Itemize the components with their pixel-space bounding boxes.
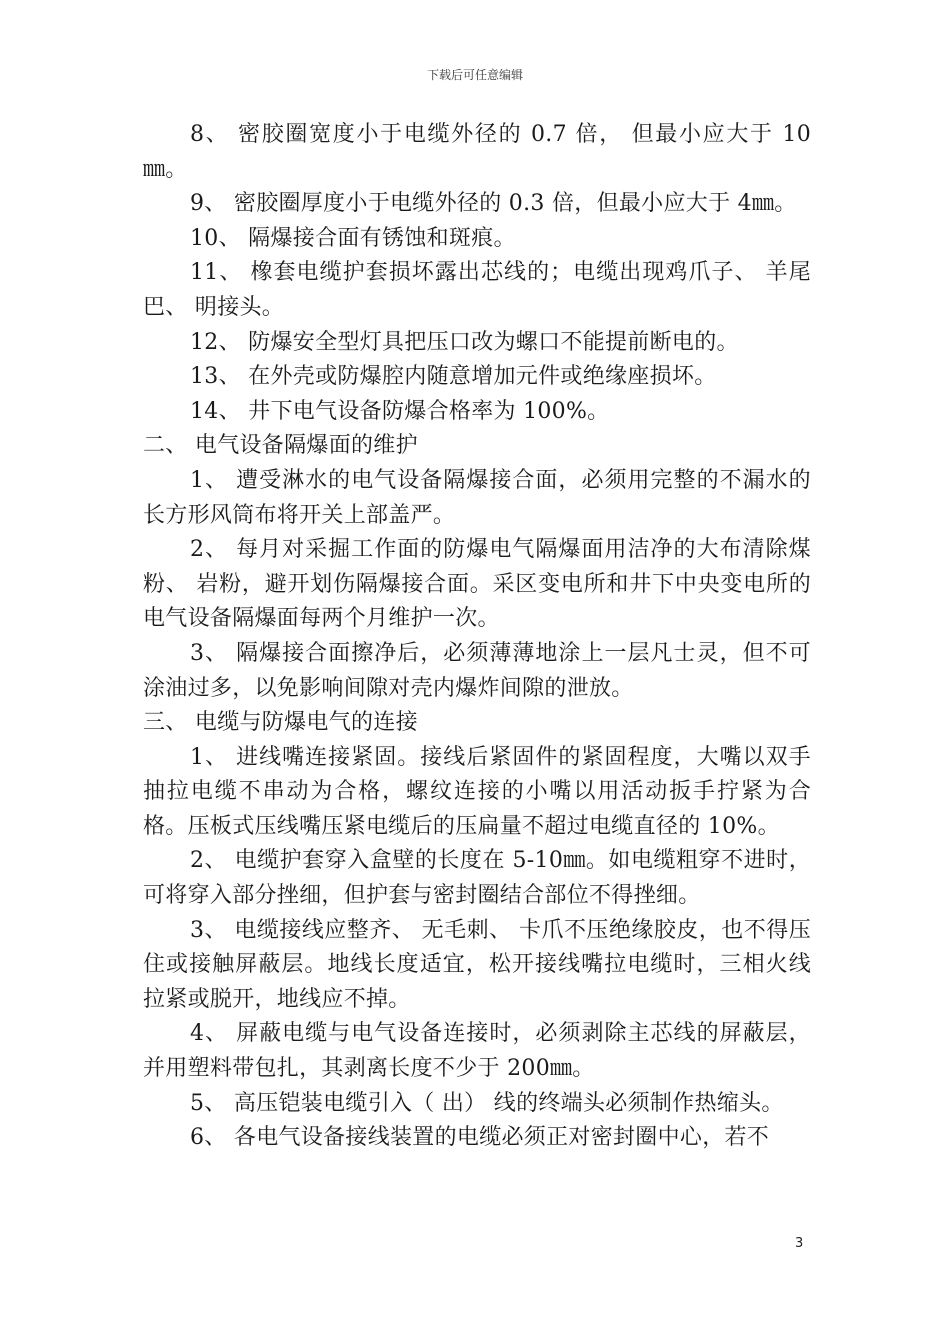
paragraph-item-10: 10、 隔爆接合面有锈蚀和斑痕。	[190, 225, 516, 251]
document-body	[143, 118, 811, 1156]
paragraph-item-8: 8、 密胶圈宽度小于电缆外径的 0.7 倍， 但最小应大于 10㎜。	[143, 122, 811, 182]
paragraph-s2-item-2: 2、 每月对采掘工作面的防爆电气隔爆面用洁净的大布清除煤粉、 岩粉，避开划伤隔爆接合面。采区变电所和井下中央变电所的电气设备隔爆面每两个月维护一次。	[143, 537, 811, 632]
paragraph-s2-item-1: 1、 遭受淋水的电气设备隔爆接合面，必须用完整的不漏水的长方形风筒布将开关上部盖严。	[143, 467, 811, 528]
paragraph-item-11: 11、 橡套电缆护套损坏露出芯线的；电缆出现鸡爪子、 羊尾巴、 明接头。	[143, 260, 811, 320]
paragraph-item-9: 9、 密胶圈厚度小于电缆外径的 0.3 倍，但最小应大于 4㎜。	[190, 191, 797, 217]
paragraph-s3-item-6: 6、 各电气设备接线装置的电缆必须正对密封圈中心，若不	[190, 1125, 770, 1151]
section-heading-3: 三、 电缆与防爆电气的连接	[143, 710, 418, 736]
paragraph-s3-item-5: 5、 高压铠装电缆引入（ 出） 线的终端头必须制作热缩头。	[190, 1090, 784, 1116]
paragraph-s3-item-4: 4、 屏蔽电缆与电气设备连接时，必须剥除主芯线的屏蔽层，并用塑料带包扎，其剥离长度不少于 200㎜。	[143, 1021, 811, 1082]
paragraph-item-12: 12、 防爆安全型灯具把压口改为螺口不能提前断电的。	[190, 329, 739, 355]
paragraph-s3-item-3: 3、 电缆接线应整齐、 无毛刺、 卡爪不压绝缘胶皮，也不得压住或接触屏蔽层。地线长度适宜，松开接线嘴拉电缆时，三相火线拉紧或脱开，地线应不掉。	[143, 917, 811, 1012]
paragraph-item-14: 14、 井下电气设备防爆合格率为 100%。	[190, 398, 610, 424]
paragraph-item-13: 13、 在外壳或防爆腔内随意增加元件或绝缘座损坏。	[190, 364, 717, 390]
paragraph-s3-item-2: 2、 电缆护套穿入盒壁的长度在 5-10㎜。如电缆粗穿不进时， 可将穿入部分挫细，但护套与密封圈结合部位不得挫细。	[143, 848, 811, 909]
page-header: 下载后可任意编辑	[426, 68, 523, 82]
page-number: 3	[795, 1236, 804, 1251]
paragraph-s2-item-3: 3、 隔爆接合面擦净后，必须薄薄地涂上一层凡士灵，但不可涂油过多，以免影响间隙对壳内爆炸间隙的泄放。	[143, 640, 811, 701]
section-heading-2: 二、 电气设备隔爆面的维护	[143, 433, 418, 459]
paragraph-s3-item-1: 1、 进线嘴连接紧固。接线后紧固件的紧固程度，大嘴以双手抽拉电缆不串动为合格，螺纹连接的小嘴以用活动扳手拧紧为合格。压板式压线嘴压紧电缆后的压扁量不超过电缆直径的 10%。	[143, 744, 811, 839]
